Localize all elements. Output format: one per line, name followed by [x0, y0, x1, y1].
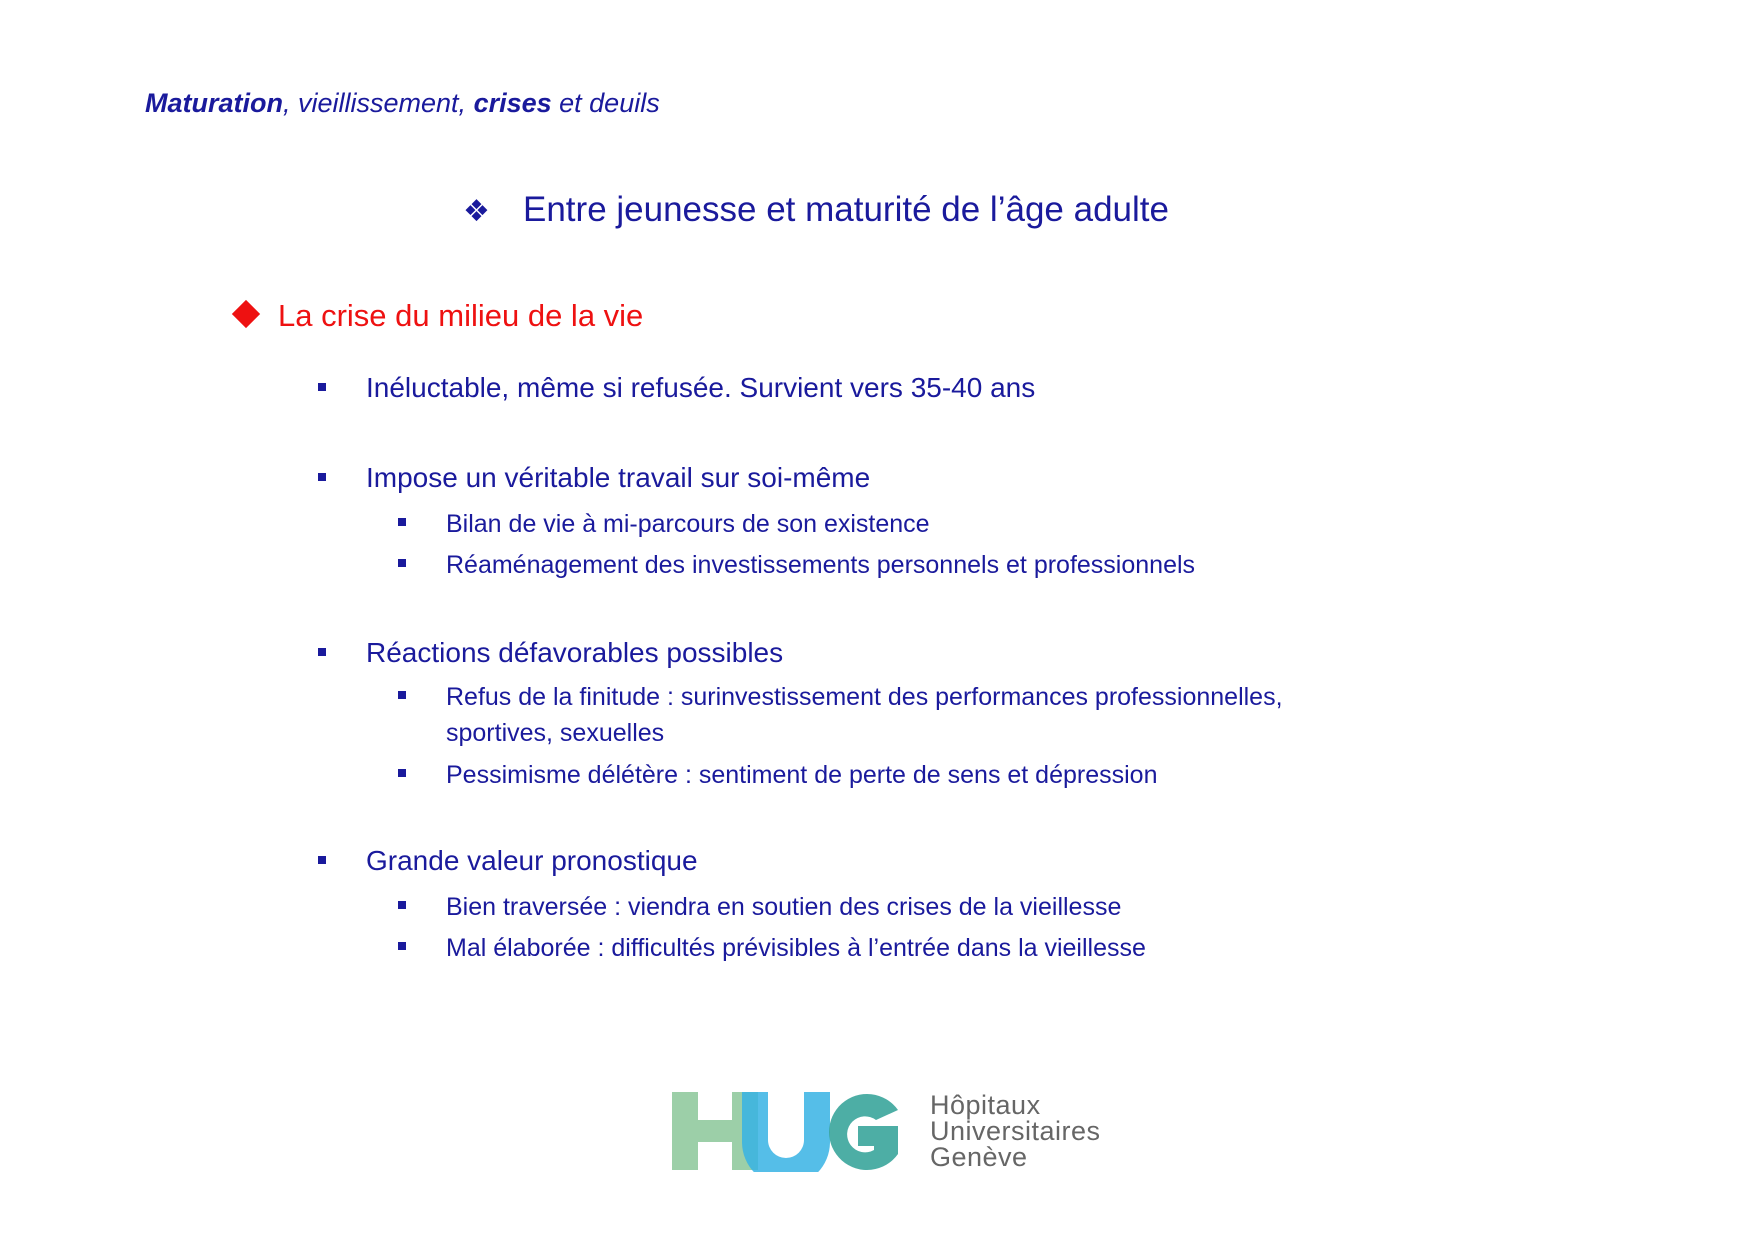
- section-title: [463, 190, 1169, 230]
- sub-list-item-label: Pessimisme délétère : sentiment de perte de sens et dépression: [446, 761, 1158, 789]
- list-item: [318, 462, 870, 494]
- sub-list-item: [398, 757, 1158, 793]
- list-item: [318, 845, 698, 877]
- sub-list-item: [398, 547, 1195, 583]
- list-item-label: Inéluctable, même si refusée. Survient vers 35-40 ans: [366, 372, 1036, 403]
- sub-list-item-label: Bilan de vie à mi-parcours de son existence: [446, 510, 930, 538]
- logo-line-hopitaux: Hôpitaux: [930, 1090, 1041, 1120]
- list-item-label: Réactions défavorables possibles: [366, 637, 784, 668]
- square-bullet-icon: [398, 901, 406, 909]
- sub-list-item-label: Refus de la finitude : surinvestissement des performances professionnelles, sportives, sexuelles: [446, 683, 1283, 747]
- logo-line-geneve: Genève: [930, 1142, 1028, 1172]
- four-diamond-bullet-icon: ❖: [463, 195, 490, 228]
- square-bullet-icon: [318, 473, 326, 481]
- header-maturation: Maturation: [145, 88, 283, 118]
- list-item-label: Grande valeur pronostique: [366, 845, 698, 876]
- list-item-label: Impose un véritable travail sur soi-même: [366, 462, 871, 493]
- sub-list-item: [398, 889, 1121, 925]
- document-header: [145, 88, 660, 119]
- square-bullet-icon: [398, 559, 406, 567]
- red-diamond-bullet-icon: [232, 300, 260, 328]
- square-bullet-icon: [318, 648, 326, 656]
- hug-logo-mark: [672, 1092, 898, 1172]
- square-bullet-icon: [318, 856, 326, 864]
- square-bullet-icon: [398, 942, 406, 950]
- hug-logo-text: [930, 1092, 1101, 1170]
- sub-list-item-label: Réaménagement des investissements personnels et professionnels: [446, 551, 1196, 579]
- list-item: [318, 637, 783, 669]
- sub-list-item: [398, 506, 930, 542]
- section-title-text: Entre jeunesse et maturité de l’âge adulte: [523, 190, 1169, 229]
- header-vieillissement: , vieillissement,: [283, 88, 474, 118]
- list-item: [318, 372, 1035, 404]
- logo-line-universitaires: Universitaires: [930, 1116, 1101, 1146]
- header-crises: crises: [473, 88, 552, 118]
- sub-list-item-label: Bien traversée : viendra en soutien des crises de la vieillesse: [446, 893, 1122, 921]
- header-deuils: et deuils: [551, 88, 660, 118]
- square-bullet-icon: [318, 383, 326, 391]
- sub-list-item: [398, 930, 1146, 966]
- topic-heading: [236, 298, 643, 334]
- square-bullet-icon: [398, 691, 406, 699]
- sub-list-item-label: Mal élaborée : difficultés prévisibles à l’entrée dans la vieillesse: [446, 934, 1146, 962]
- square-bullet-icon: [398, 769, 406, 777]
- square-bullet-icon: [398, 518, 406, 526]
- topic-text: La crise du milieu de la vie: [278, 298, 644, 333]
- sub-list-item: [398, 679, 1366, 751]
